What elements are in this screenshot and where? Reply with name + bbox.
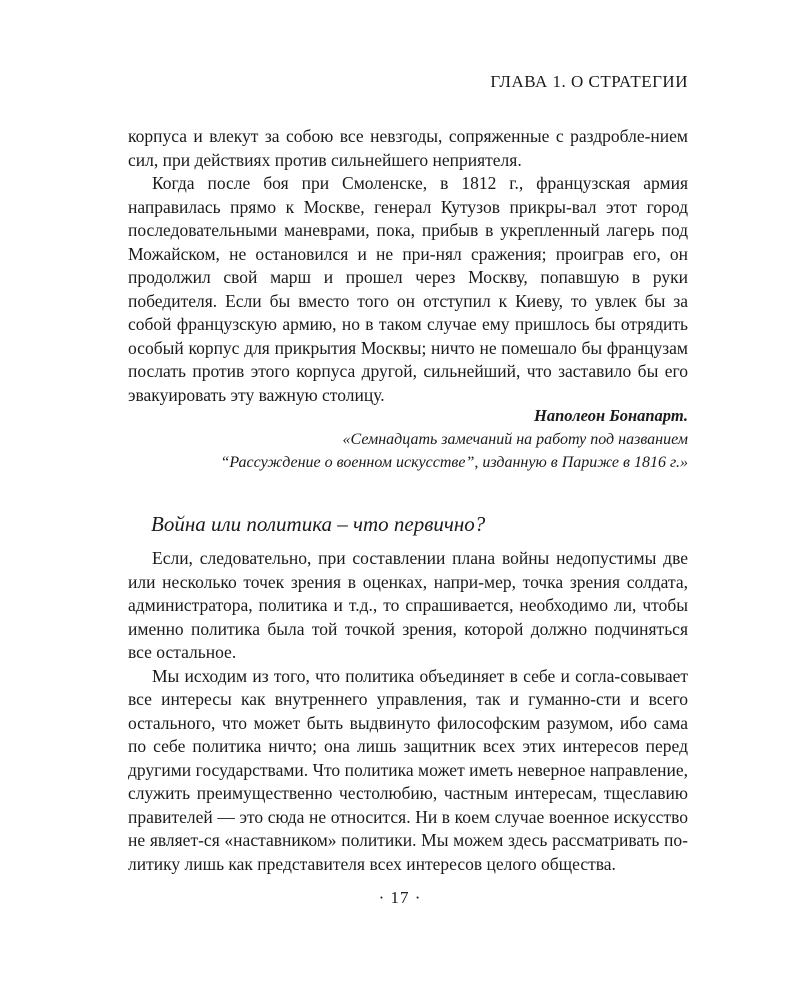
section-body (128, 547, 688, 876)
quote-author: Наполеон Бонапарт. (534, 406, 688, 425)
section-heading: Война или политика – что первично? (151, 512, 486, 536)
quote-source-line-1: «Семнадцать замечаний на работу под названием (342, 431, 688, 448)
body-paragraph-1: Если, следовательно, при составлении плана войны недопустимы две или несколько точек зрения в оценках, напри-мер, точка зрения солдата, администратора, политика и т.д., то спрашивается, необходимо ли, чтобы именно политика была той точкой зрения, которой должно подчиняться все остальное. (128, 548, 688, 662)
quote-paragraph-continuation: корпуса и влекут за собою все невзгоды, сопряженные с раздробле-нием сил, при действиях против сильнейшего неприятеля. (128, 126, 688, 170)
quote-paragraph: Когда после боя при Смоленске, в 1812 г., французская армия направилась прямо к Москве, генерал Кутузов прикры-вал этот город последовательными маневрами, пока, прибыв в укрепленный лагерь под Можайском, не остановился и не при-нял сражения; проиграв его, он продолжил свой марш и прошел через Москву, попавшую в руки победителя. Если бы вместо того он отступил к Киеву, то увлек бы за собой французскую армию, но в таком случае ему пришлось бы отрядить особый корпус для прикрытия Москвы; ничто не помешало бы французам послать против этого корпуса другой, сильнейший, что заставило бы его эвакуировать эту важную столицу. (128, 173, 688, 405)
quote-text (128, 125, 688, 407)
body-paragraph-2: Мы исходим из того, что политика объединяет в себе и согла-совывает все интересы как внутреннего управления, так и гуманно-сти и всего остального, что может быть выдвинуто философским разумом, ибо сама по себе политика ничто; она лишь защитник всех этих интересов перед другими государствами. Что политика может иметь неверное направление, служить преимущественно честолюбию, частным интересам, тщеславию правителей — это сюда не относится. Ни в коем случае военное искусство не являет-ся «наставником» политики. Мы можем здесь рассматривать по-литику лишь как представителя всех интересов целого общества. (128, 665, 688, 874)
page-number: · 17 · (378, 888, 422, 907)
quote-source-line-2: “Рассуждение о военном искусстве”, изданную в Париже в 1816 г.» (220, 454, 688, 471)
running-header: ГЛАВА 1. О СТРАТЕГИИ (490, 72, 688, 91)
